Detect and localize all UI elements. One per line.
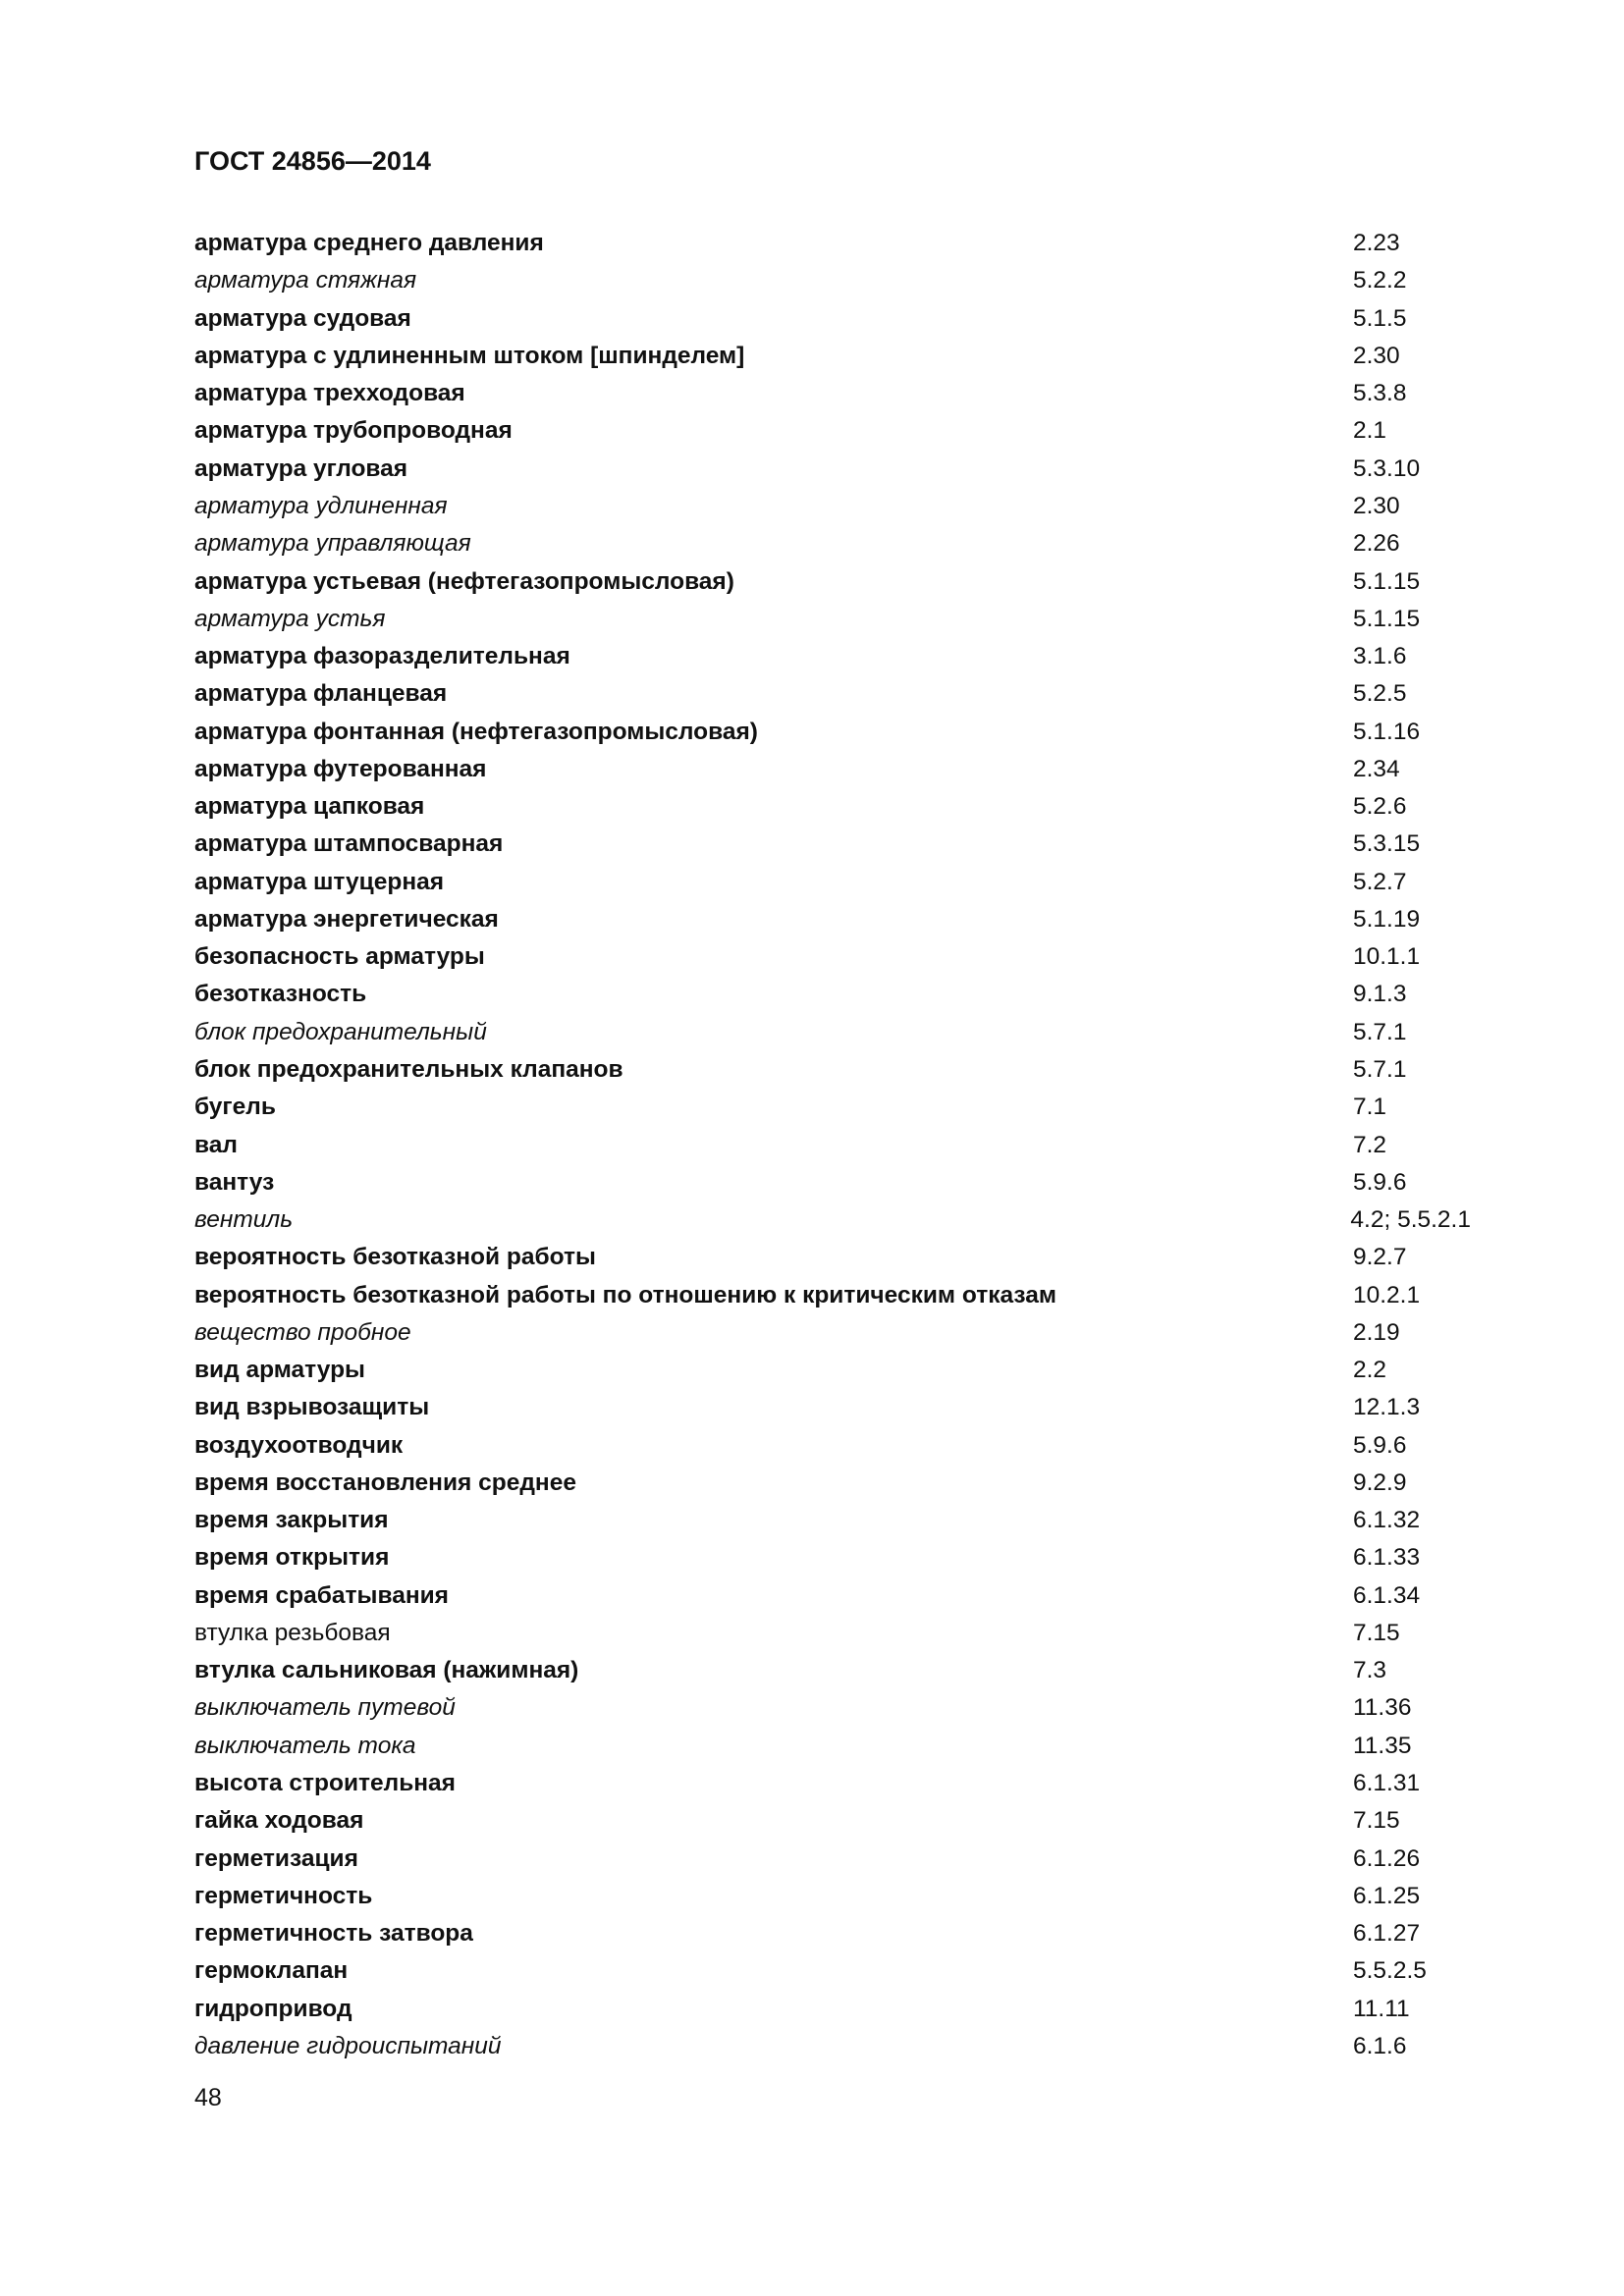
index-reference: 2.30: [1353, 492, 1400, 519]
index-entry: [194, 1427, 1471, 1465]
index-term: вид взрывозащиты: [194, 1394, 430, 1421]
index-entry: [194, 1276, 1471, 1313]
index-entry: [194, 1689, 1471, 1727]
index-entry: [194, 826, 1471, 863]
index-entry: [194, 1352, 1471, 1389]
index-reference: 2.23: [1353, 230, 1400, 257]
index-term: арматура судовая: [194, 304, 411, 332]
index-entry: [194, 300, 1471, 338]
index-term: вещество пробное: [194, 1318, 411, 1346]
index-term: давление гидроиспытаний: [194, 2032, 502, 2059]
index-term: вентиль: [194, 1206, 294, 1234]
index-entry: [194, 601, 1471, 638]
index-reference: 5.7.1: [1353, 1055, 1407, 1083]
index-reference: 6.1.27: [1353, 1920, 1421, 1948]
index-reference: 5.1.15: [1353, 605, 1421, 632]
index-reference: 5.1.5: [1353, 304, 1407, 332]
index-term: арматура фланцевая: [194, 680, 448, 708]
index-reference: 6.1.33: [1353, 1544, 1421, 1572]
index-term: арматура трехходовая: [194, 380, 465, 407]
index-term: бугель: [194, 1094, 276, 1121]
index-term: выключатель путевой: [194, 1694, 456, 1722]
index-entry: [194, 1615, 1471, 1652]
index-entry: [194, 1802, 1471, 1840]
index-term: арматура трубопроводная: [194, 417, 513, 445]
index-term: арматура удлиненная: [194, 492, 448, 519]
index-term: арматура футерованная: [194, 755, 487, 782]
index-reference: 2.1: [1353, 417, 1387, 445]
index-term: герметичность: [194, 1882, 373, 1909]
index-reference: 11.35: [1353, 1732, 1412, 1759]
index-reference: 5.9.6: [1353, 1431, 1407, 1459]
index-term: втулка сальниковая (нажимная): [194, 1657, 579, 1684]
index-reference: 6.1.6: [1353, 2032, 1407, 2059]
index-term: выключатель тока: [194, 1732, 416, 1759]
index-term: время закрытия: [194, 1507, 389, 1534]
index-reference: 5.3.15: [1353, 830, 1421, 858]
index-reference: 2.26: [1353, 530, 1400, 558]
index-reference: 2.30: [1353, 342, 1400, 369]
index-reference: 5.2.7: [1353, 868, 1407, 895]
index-reference: 5.3.8: [1353, 380, 1407, 407]
index-term: высота строительная: [194, 1770, 456, 1797]
index-entry: [194, 713, 1471, 750]
index-reference: 5.2.5: [1353, 680, 1407, 708]
index-entry: [194, 412, 1471, 450]
index-term: блок предохранительных клапанов: [194, 1055, 623, 1083]
index-reference: 9.2.9: [1353, 1468, 1407, 1496]
index-term: арматура угловая: [194, 454, 408, 482]
index-reference: 7.15: [1353, 1807, 1400, 1835]
page-number: 48: [194, 2084, 222, 2111]
index-reference: 11.11: [1353, 1995, 1410, 2022]
index-entry: [194, 1539, 1471, 1576]
index-term: арматура фонтанная (нефтегазопромысловая): [194, 718, 758, 745]
index-reference: 7.1: [1353, 1094, 1387, 1121]
index-reference: 9.1.3: [1353, 981, 1407, 1008]
index-reference: 5.3.10: [1353, 454, 1421, 482]
index-term: арматура энергетическая: [194, 905, 499, 933]
index-reference: 12.1.3: [1353, 1394, 1421, 1421]
index-entry: [194, 1465, 1471, 1502]
index-term: арматура среднего давления: [194, 230, 544, 257]
index-reference: 7.2: [1353, 1131, 1387, 1158]
index-term: вантуз: [194, 1168, 275, 1196]
index-reference: 5.2.6: [1353, 793, 1407, 821]
index-entry: [194, 1051, 1471, 1089]
index-reference: 5.2.2: [1353, 267, 1407, 294]
index-reference: 10.2.1: [1353, 1281, 1421, 1308]
index-entry: [194, 451, 1471, 488]
index-entry: [194, 638, 1471, 675]
index-reference: 2.2: [1353, 1357, 1387, 1384]
index-term: блок предохранительный: [194, 1018, 487, 1045]
index-entry: [194, 1239, 1471, 1276]
index-entry: [194, 2028, 1471, 2065]
index-entry: [194, 901, 1471, 938]
index-entry: [194, 1164, 1471, 1201]
index-entry: [194, 864, 1471, 901]
index-term: арматура цапковая: [194, 793, 425, 821]
document-header: ГОСТ 24856—2014: [194, 146, 431, 176]
index-term: арматура с удлиненным штоком [шпинделем]: [194, 342, 745, 369]
index-entry: [194, 1014, 1471, 1051]
index-entry: [194, 1728, 1471, 1765]
index-entry: [194, 1126, 1471, 1163]
index-term: вал: [194, 1131, 238, 1158]
index-reference: 6.1.31: [1353, 1770, 1421, 1797]
index-reference: 5.9.6: [1353, 1168, 1407, 1196]
index-reference: 10.1.1: [1353, 943, 1421, 971]
index-term: арматура управляющая: [194, 530, 471, 558]
index-term: воздухоотводчик: [194, 1431, 404, 1459]
index-reference: 2.19: [1353, 1318, 1400, 1346]
index-entry: [194, 788, 1471, 826]
index-term: вероятность безотказной работы: [194, 1244, 596, 1271]
index-reference: 6.1.34: [1353, 1581, 1421, 1609]
index-entry: [194, 1765, 1471, 1802]
index-reference: 4.2; 5.5.2.1: [1350, 1206, 1471, 1234]
index-entry: [194, 1577, 1471, 1615]
index-term: арматура устьевая (нефтегазопромысловая): [194, 567, 734, 595]
index-reference: 2.34: [1353, 755, 1400, 782]
index-term: арматура фазоразделительная: [194, 643, 570, 670]
index-entry: [194, 1389, 1471, 1426]
index-reference: 5.1.16: [1353, 718, 1421, 745]
index-entry: [194, 976, 1471, 1013]
index-entry: [194, 338, 1471, 375]
index-reference: 6.1.32: [1353, 1507, 1421, 1534]
index-entry: [194, 1915, 1471, 1952]
index-entry: [194, 1502, 1471, 1539]
index-reference: 5.7.1: [1353, 1018, 1407, 1045]
index-entry: [194, 562, 1471, 600]
index-reference: 7.3: [1353, 1657, 1387, 1684]
index-term: вероятность безотказной работы по отношению к критическим отказам: [194, 1281, 1056, 1308]
index-term: герметизация: [194, 1844, 358, 1872]
index-term: время восстановления среднее: [194, 1468, 576, 1496]
index-reference: 3.1.6: [1353, 643, 1407, 670]
index-reference: 6.1.26: [1353, 1844, 1421, 1872]
index-term: время срабатывания: [194, 1581, 449, 1609]
index-entry: [194, 1840, 1471, 1877]
index-term: гидропривод: [194, 1995, 352, 2022]
index-term: арматура стяжная: [194, 267, 417, 294]
index-reference: 7.15: [1353, 1619, 1400, 1646]
index-term: безопасность арматуры: [194, 943, 485, 971]
index-term: герметичность затвора: [194, 1920, 473, 1948]
index-term: гермоклапан: [194, 1957, 349, 1985]
index-entry: [194, 375, 1471, 412]
index-entry: [194, 1990, 1471, 2027]
index-term: арматура штуцерная: [194, 868, 445, 895]
index-entry: [194, 751, 1471, 788]
index-term: вид арматуры: [194, 1357, 365, 1384]
index-entry: [194, 675, 1471, 713]
index-reference: 5.5.2.5: [1353, 1957, 1427, 1985]
index-reference: 5.1.19: [1353, 905, 1421, 933]
index-term: гайка ходовая: [194, 1807, 364, 1835]
index-term: арматура штампосварная: [194, 830, 504, 858]
index-entry: [194, 938, 1471, 976]
term-index-list: [194, 225, 1471, 2065]
index-term: арматура устья: [194, 605, 386, 632]
index-entry: [194, 488, 1471, 525]
index-entry: [194, 1089, 1471, 1126]
index-entry: [194, 1652, 1471, 1689]
index-entry: [194, 1314, 1471, 1352]
index-entry: [194, 1201, 1471, 1239]
index-entry: [194, 1952, 1471, 1990]
index-term: втулка резьбовая: [194, 1619, 391, 1646]
index-entry: [194, 225, 1471, 262]
index-entry: [194, 1878, 1471, 1915]
index-entry: [194, 262, 1471, 299]
index-reference: 5.1.15: [1353, 567, 1421, 595]
index-reference: 9.2.7: [1353, 1244, 1407, 1271]
index-term: безотказность: [194, 981, 367, 1008]
index-entry: [194, 525, 1471, 562]
index-reference: 6.1.25: [1353, 1882, 1421, 1909]
index-reference: 11.36: [1353, 1694, 1412, 1722]
index-term: время открытия: [194, 1544, 390, 1572]
